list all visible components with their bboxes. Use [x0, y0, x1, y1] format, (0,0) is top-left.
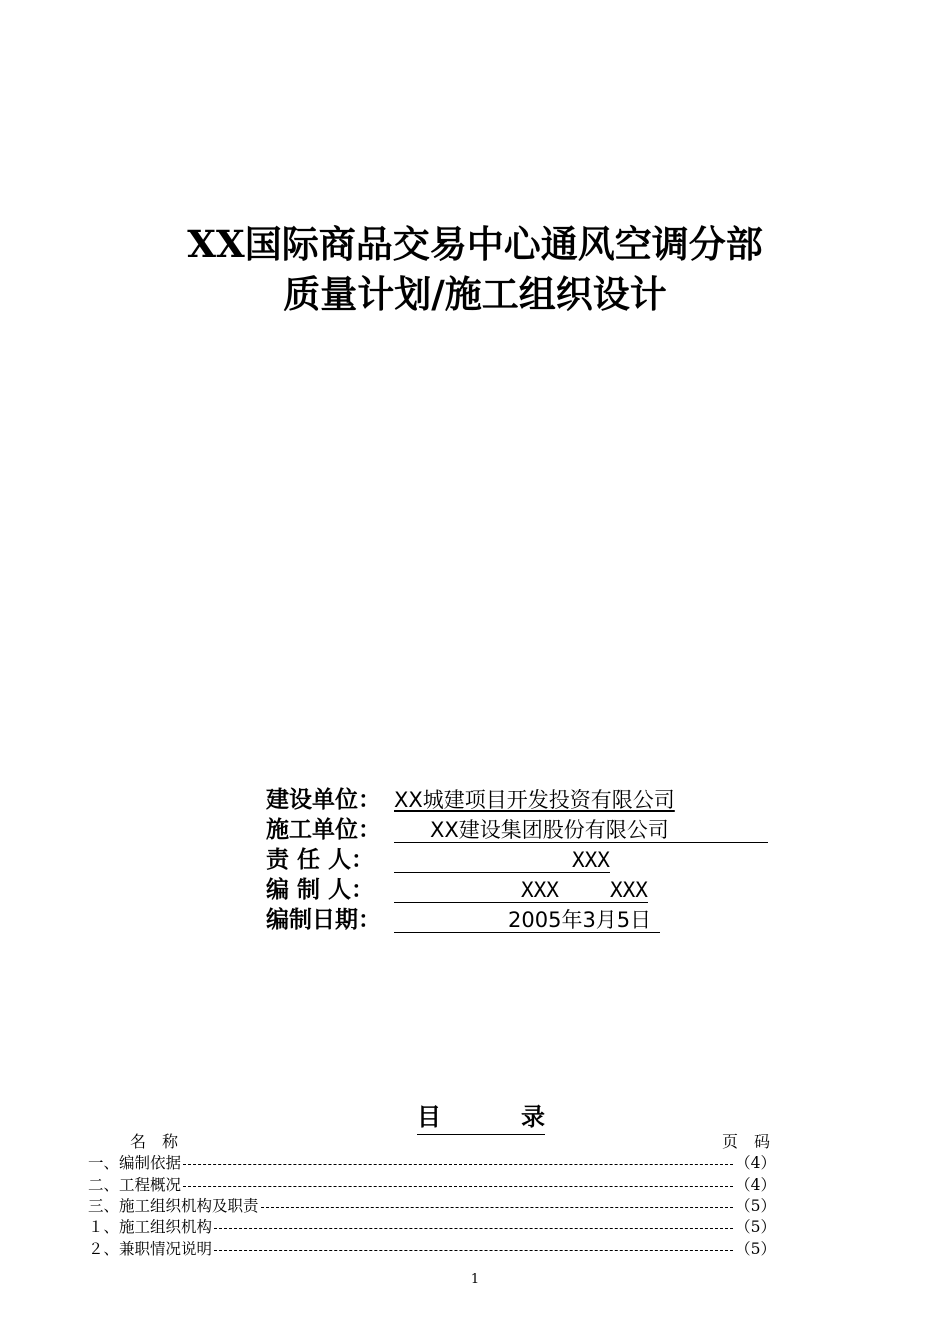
- toc-item: [88, 1239, 776, 1260]
- info-row-date: [266, 905, 652, 935]
- toc-item-page: （5）: [735, 1218, 776, 1236]
- info-value: XX城建项目开发投资有限公司: [394, 788, 675, 812]
- info-label: 编制日期：: [266, 906, 381, 933]
- info-label: 责 任 人：: [266, 846, 375, 873]
- toc-item-label: 二、工程概况: [88, 1176, 182, 1194]
- info-row-contractor: [266, 815, 669, 845]
- toc-leader: [261, 1207, 734, 1208]
- info-value: XXX XXX: [394, 875, 648, 903]
- info-value: XXX: [394, 845, 610, 873]
- info-value: 2005年3月5日: [394, 905, 660, 933]
- toc-item-label: 一、编制依据: [88, 1154, 182, 1172]
- page-number: 1: [470, 1272, 480, 1287]
- toc-item-page: （4）: [735, 1154, 776, 1172]
- info-label: 编 制 人：: [266, 876, 375, 903]
- info-row-owner: [266, 785, 675, 815]
- toc-item: [88, 1196, 776, 1217]
- toc-item: [88, 1153, 776, 1174]
- info-label: 施工单位：: [266, 816, 381, 843]
- toc-leader: [183, 1164, 733, 1165]
- toc-item-label: 三、施工组织机构及职责: [88, 1197, 259, 1215]
- toc-title: [417, 1100, 545, 1135]
- toc-item: [88, 1175, 776, 1196]
- info-value: XX建设集团股份有限公司: [394, 815, 768, 843]
- toc-leader: [214, 1250, 733, 1251]
- toc-item-label: ２、兼职情况说明: [88, 1240, 213, 1258]
- info-row-compiler: [266, 875, 648, 905]
- toc-title-char: 目: [417, 1102, 441, 1131]
- toc-item-page: （5）: [735, 1240, 776, 1258]
- info-label: 建设单位：: [266, 786, 381, 813]
- toc-item: [88, 1217, 776, 1238]
- toc-item-label: １、施工组织机构: [88, 1218, 213, 1236]
- toc-item-page: （4）: [735, 1176, 776, 1194]
- info-row-responsible: [266, 845, 610, 875]
- document-title-line-2: 质量计划/施工组织设计: [283, 272, 667, 316]
- document-title-line-1: XX国际商品交易中心通风空调分部: [187, 222, 763, 266]
- toc-title-char: 录: [521, 1102, 545, 1131]
- toc-item-page: （5）: [735, 1197, 776, 1215]
- toc-header-page: 页 码: [722, 1132, 771, 1151]
- toc-header-name: 名 称: [130, 1132, 179, 1151]
- toc-leader: [214, 1228, 733, 1229]
- toc-leader: [183, 1186, 733, 1187]
